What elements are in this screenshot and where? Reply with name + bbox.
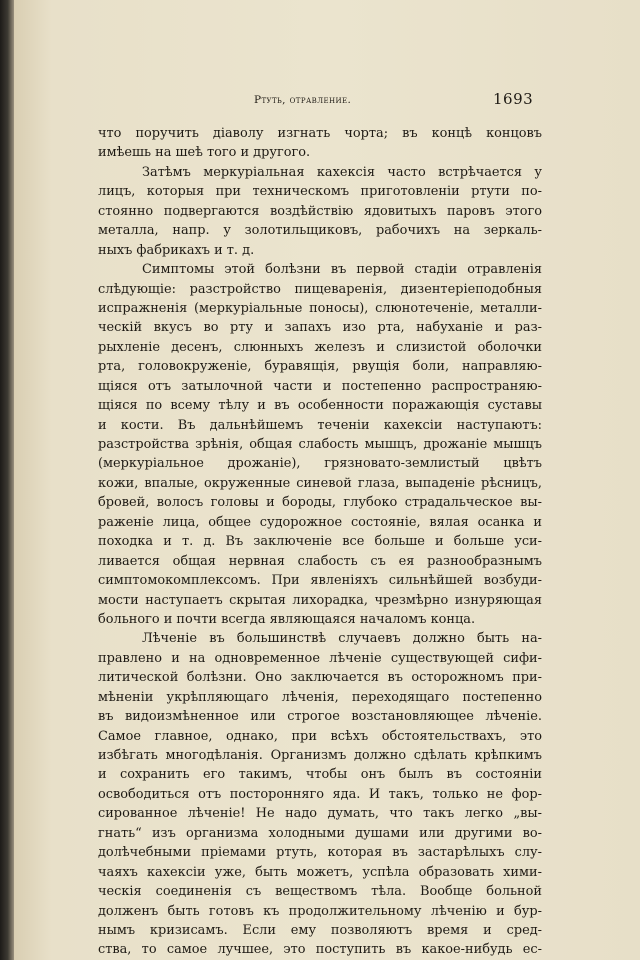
page-number: 1693: [493, 90, 534, 108]
text-line: гнать“ изъ организма холодными душами или другими во-: [98, 825, 542, 841]
book-binding-edge: [0, 0, 14, 960]
text-line: стоянно подвергаются воздѣйствію ядовитыхъ паровъ этого: [98, 203, 542, 219]
text-line: (меркуріальное дрожаніе), грязновато-землистый цвѣтъ: [98, 456, 542, 472]
text-line: литической болѣзни. Оно заключается въ осторожномъ при-: [98, 670, 542, 686]
text-line: долѣчебными пріемами ртуть, которая въ застарѣлыхъ слу-: [98, 845, 542, 861]
text-line: Симптомы этой болѣзни въ первой стадіи отравленія: [142, 262, 542, 278]
text-line: Самое главное, однако, при всѣхъ обстоятельствахъ, это: [98, 728, 542, 744]
text-line: щіяся по всему тѣлу и въ особенности поражающія суставы: [98, 398, 542, 414]
text-line: въ видоизмѣненное или строгое возстановляющее лѣченіе.: [98, 709, 542, 725]
text-line: лицъ, которыя при техническомъ приготовленіи ртути по-: [98, 184, 542, 200]
text-line: нымъ кризисамъ. Если ему позволяютъ время и сред-: [98, 922, 542, 938]
page-header: [14, 90, 640, 112]
text-line: сированное лѣченіе! Не надо думать, что такъ легко „вы-: [98, 806, 542, 822]
text-line: Лѣченіе въ большинствѣ случаевъ должно быть на-: [142, 631, 542, 647]
text-line: мости наступаетъ скрытая лихорадка, чрезмѣрно изнуряющая: [98, 592, 542, 608]
text-line: Затѣмъ меркуріальная кахексія часто встрѣчается у: [142, 164, 542, 180]
text-line: испражненія (меркуріальные поносы), слюнотеченіе, металли-: [98, 300, 542, 316]
text-line: рыхленіе десенъ, слюнныхъ железъ и слизистой оболочки: [98, 339, 542, 355]
text-line: и сохранить его такимъ, чтобы онъ былъ въ состояніи: [98, 767, 542, 783]
text-line: избѣгать многодѣланія. Организмъ должно сдѣлать крѣпкимъ: [98, 748, 542, 763]
text-line: кожи, впалые, окруженные синевой глаза, выпаденіе рѣсницъ,: [98, 475, 542, 491]
text-line: рта, головокруженіе, буравящія, рвущія боли, направляю-: [98, 359, 542, 375]
text-line: ливается общая нервная слабость съ ея разнообразнымъ: [98, 553, 542, 569]
running-head: Ртуть, отравление.: [254, 94, 352, 106]
text-line: симптомокомплексомъ. При явленіяхъ сильнѣйшей возбуди-: [98, 573, 542, 589]
text-line: слѣдующіе: разстройство пищеваренія, дизентеріеподобныя: [98, 281, 542, 297]
text-line: разстройства зрѣнія, общая слабость мышцъ, дрожаніе мышцъ: [98, 437, 542, 452]
text-line: металла, напр. у золотильщиковъ, рабочихъ на зеркаль-: [98, 223, 542, 239]
text-line: правлено и на одновременное лѣченіе существующей сифи-: [98, 650, 542, 666]
text-line: раженіе лица, общее судорожное состояніе, вялая осанка и: [98, 514, 542, 530]
text-line: и кости. Въ дальнѣйшемъ теченіи кахексіи наступаютъ:: [98, 417, 542, 433]
text-line: что поручить діаволу изгнать чорта; въ концѣ концовъ: [98, 126, 542, 141]
text-line: ныхъ фабрикахъ и т. д.: [98, 242, 255, 258]
text-line: щіяся отъ затылочной части и постепенно распространяю-: [98, 378, 542, 394]
text-line: бровей, волосъ головы и бороды, глубоко страдальческое вы-: [98, 495, 542, 511]
text-line: ческія соединенія съ веществомъ тѣла. Вообще больной: [98, 884, 542, 900]
text-line: чаяхъ кахексіи уже, быть можетъ, успѣла образовать хими-: [98, 864, 542, 880]
text-line: долженъ быть готовъ къ продолжительному лѣченію и бур-: [98, 903, 542, 919]
body-text: [98, 124, 542, 960]
text-line: ческій вкусъ во рту и запахъ изо рта, набуханіе и раз-: [98, 320, 542, 336]
text-line: походка и т. д. Въ заключеніе все больше и больше уси-: [98, 534, 542, 550]
text-line: мѣненіи укрѣпляющаго лѣченія, переходящаго постепенно: [98, 689, 542, 705]
text-line: имѣешь на шеѣ того и другого.: [98, 145, 311, 161]
text-line: ства, то самое лучшее, это поступить въ какое-нибудь ес-: [98, 942, 542, 958]
text-line: больного и почти всегда являющаяся началомъ конца.: [98, 611, 476, 627]
book-page: [14, 0, 640, 960]
text-line: освободиться отъ посторонняго яда. И такъ, только не фор-: [98, 786, 542, 802]
